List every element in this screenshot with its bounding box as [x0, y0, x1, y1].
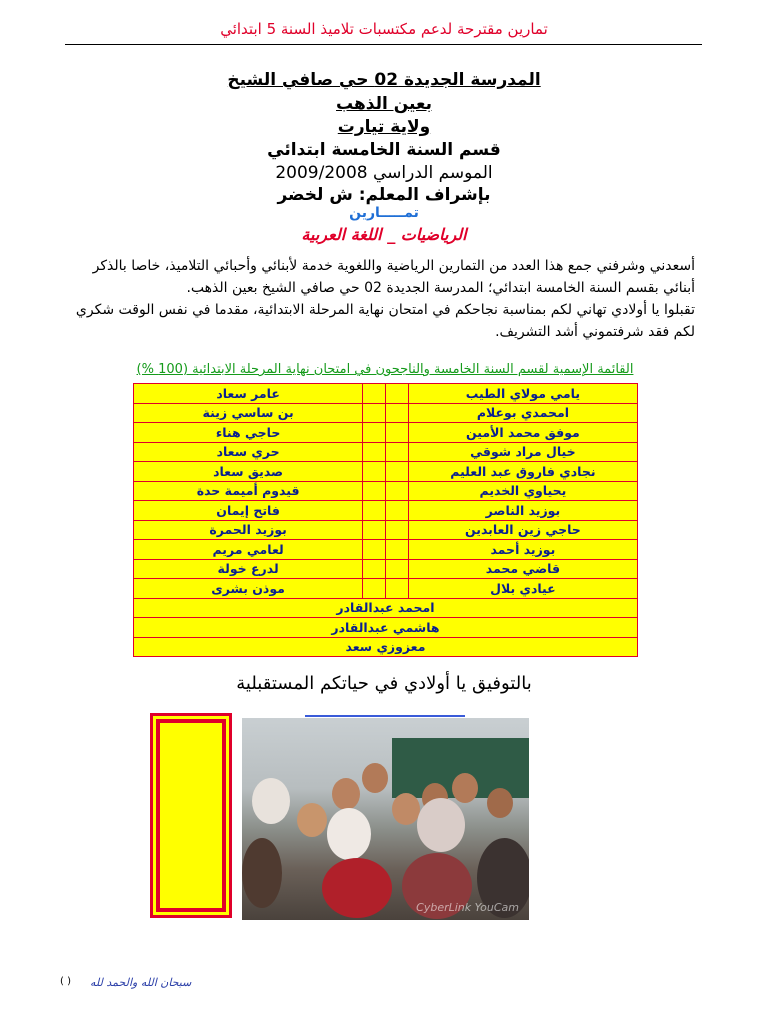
intro-line: أسعدني وشرفني جمع هذا العدد من التمارين الرياضية واللغوية خدمة لأبنائي وأحبائي التلاميذ، خاصا بالذكر [92, 258, 695, 274]
intro-line: لكم فقد شرفتموني أشد التشريف. [495, 324, 695, 340]
photo-student [322, 858, 392, 918]
table-cell-empty [363, 540, 386, 560]
table-cell-empty [386, 403, 409, 423]
table-cell-empty [363, 579, 386, 599]
table-cell-name: موذن بشرى [134, 579, 363, 599]
table-cell-empty [363, 501, 386, 521]
table-cell-name: هاشمي عبدالقادر [134, 618, 638, 638]
table-cell-name: عامر سعاد [134, 384, 363, 404]
yellow-frame-box [150, 713, 232, 918]
table-row [134, 403, 638, 423]
table-cell-empty [363, 520, 386, 540]
table-cell-empty [386, 501, 409, 521]
school-town: بعين الذهب [336, 94, 432, 114]
table-row [134, 442, 638, 462]
table-cell-empty [386, 462, 409, 482]
table-cell-empty [386, 579, 409, 599]
school-wilaya: ولاية تيارت [337, 117, 431, 137]
table-row [134, 637, 638, 657]
table-cell-empty [363, 462, 386, 482]
footer-page-number: ( ) [60, 976, 71, 987]
photo-link-underline [305, 715, 465, 717]
intro-paragraph [75, 255, 695, 343]
table-cell-name: امحمد عبدالقادر [134, 598, 638, 618]
photo-student [417, 798, 465, 852]
class-photo [242, 718, 529, 920]
table-row [134, 481, 638, 501]
table-cell-name: معزوزي سعد [134, 637, 638, 657]
table-cell-empty [386, 540, 409, 560]
table-cell-name: نجادي فاروق عبد العليم [408, 462, 637, 482]
school-year: الموسم الدراسي 2009/2008 [275, 163, 493, 183]
table-row [134, 384, 638, 404]
table-row [134, 520, 638, 540]
table-cell-name: امحمدي بوعلام [408, 403, 637, 423]
photo-student [252, 778, 290, 824]
table-cell-name: يحياوي الخديم [408, 481, 637, 501]
photo-watermark: CyberLink YouCam [416, 901, 519, 914]
list-title: القائمة الإسمية لقسم السنة الخامسة والناجحون في امتحان نهاية المرحلة الابتدائية (100 %) [136, 362, 634, 377]
photo-student [332, 778, 360, 810]
table-cell-name: عيادي بلال [408, 579, 637, 599]
table-cell-empty [363, 403, 386, 423]
table-cell-empty [386, 481, 409, 501]
table-cell-name: قاضي محمد [408, 559, 637, 579]
table-cell-empty [363, 423, 386, 443]
table-row [134, 423, 638, 443]
table-cell-name: بن ساسي زينة [134, 403, 363, 423]
subjects-label: الرياضيات _ اللغة العربية [301, 225, 467, 244]
intro-line: أبنائي بقسم السنة الخامسة ابتدائي؛ المدرسة الجديدة 02 حي صافي الشيخ بعين الذهب. [186, 280, 695, 296]
school-department: قسم السنة الخامسة ابتدائي [267, 140, 501, 160]
table-cell-name: حاجي هناء [134, 423, 363, 443]
table-cell-empty [386, 384, 409, 404]
table-cell-name: بوزيد الحمرة [134, 520, 363, 540]
results-table [133, 383, 638, 657]
photo-student [362, 763, 388, 793]
table-cell-name: موفق محمد الأمين [408, 423, 637, 443]
table-cell-name: قيدوم أميمة حدة [134, 481, 363, 501]
photo-student [452, 773, 478, 803]
table-cell-name: لدرع خولة [134, 559, 363, 579]
header-title: تمارين مقترحة لدعم مكتسبات تلاميذ السنة 5 ابتدائي [220, 20, 548, 38]
photo-student [297, 803, 327, 837]
table-cell-empty [363, 384, 386, 404]
table-cell-empty [386, 423, 409, 443]
table-row [134, 462, 638, 482]
photo-student [487, 788, 513, 818]
header-divider [65, 44, 702, 45]
table-cell-empty [386, 442, 409, 462]
good-luck-message: بالتوفيق يا أولادي في حياتكم المستقبلية [236, 673, 532, 694]
table-row [134, 598, 638, 618]
table-cell-empty [386, 559, 409, 579]
table-row [134, 579, 638, 599]
school-teacher: بإشراف المعلم: ش لخضر [277, 185, 491, 205]
school-name: المدرسة الجديدة 02 حي صافي الشيخ [227, 70, 541, 90]
table-cell-name: يامي مولاي الطيب [408, 384, 637, 404]
footer-signature: سبحان الله والحمد لله [90, 976, 192, 989]
table-cell-empty [386, 520, 409, 540]
table-row [134, 559, 638, 579]
yellow-frame-inner [162, 725, 220, 906]
photo-student [242, 838, 282, 908]
table-row [134, 540, 638, 560]
table-cell-name: بوزيد أحمد [408, 540, 637, 560]
table-cell-empty [363, 559, 386, 579]
table-cell-empty [363, 481, 386, 501]
intro-line: تقبلوا يا أولادي تهاني لكم بمناسبة نجاحكم في امتحان نهاية المرحلة الابتدائية، مقدما في نفس الوقت شكري [75, 302, 695, 318]
table-cell-name: خيال مراد شوقي [408, 442, 637, 462]
table-cell-name: حاجي زين العابدين [408, 520, 637, 540]
photo-student [392, 793, 420, 825]
table-cell-name: بوزيد الناصر [408, 501, 637, 521]
table-row [134, 618, 638, 638]
table-cell-name: حري سعاد [134, 442, 363, 462]
table-row [134, 501, 638, 521]
exercises-label: تمـــــارين [349, 205, 419, 221]
photo-student [327, 808, 371, 860]
table-cell-empty [363, 442, 386, 462]
table-cell-name: لعامي مريم [134, 540, 363, 560]
table-cell-name: صديق سعاد [134, 462, 363, 482]
table-cell-name: فاتح إيمان [134, 501, 363, 521]
